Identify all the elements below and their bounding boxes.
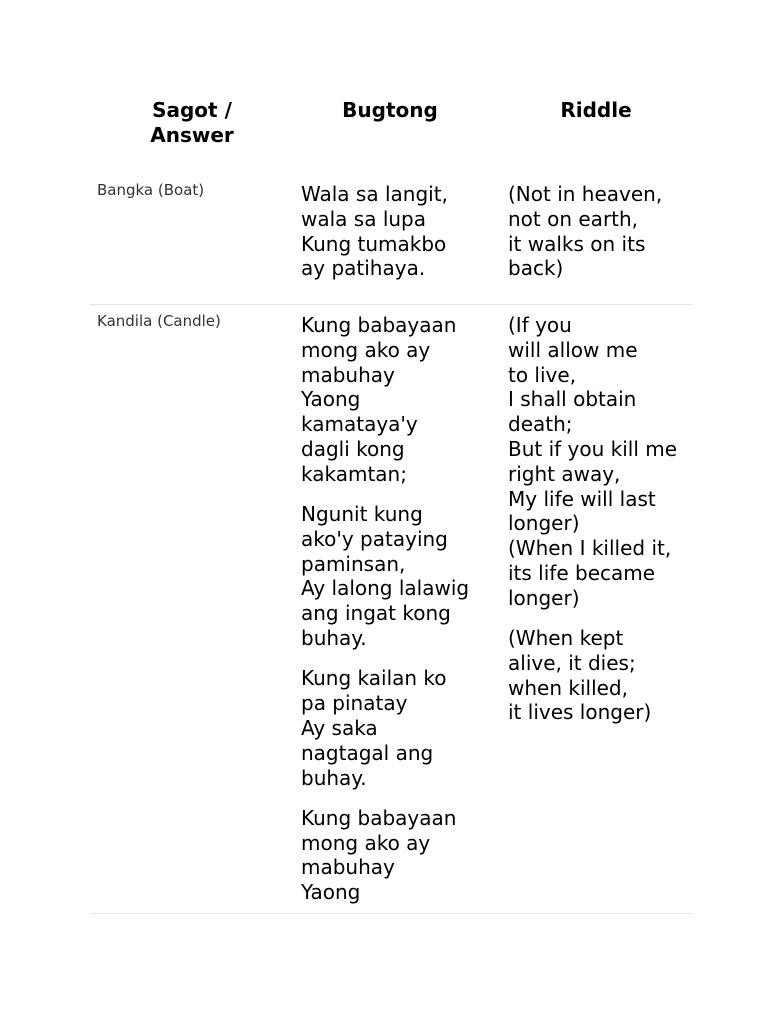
riddle-line: not on earth, [508,206,639,231]
bugtong-line: buhay. [301,626,367,651]
riddle-line: to live, [508,362,577,387]
bugtong-line: kakamtan; [301,461,407,486]
header-answer-line-1: Sagot / [152,98,232,122]
riddle-line: (Not in heaven, [508,182,663,206]
riddle-stanza [508,626,693,725]
riddle-line: will allow me [508,337,638,362]
bugtong-line: Kung tumakbo [301,231,447,256]
bugtong-stanza [301,806,487,905]
riddle-line: (If you [508,313,572,337]
table-row [90,180,693,305]
riddle-cell [508,313,693,741]
bugtong-line: ako'y pataying [301,526,448,551]
header-answer-line-2: Answer [150,123,234,147]
riddle-line: it lives longer) [508,700,652,725]
bugtong-line: nagtagal ang [301,740,434,765]
riddle-line: alive, it dies; [508,650,636,675]
bugtong-line: ay patihaya. [301,256,426,281]
riddle-line: death; [508,412,573,437]
bugtong-stanza [301,502,487,651]
bugtong-line: Wala sa langit, [301,182,448,206]
bugtong-line: mabuhay [301,855,395,880]
bugtong-cell [301,182,487,297]
bugtong-line: Yaong [301,387,361,412]
riddle-line: right away, [508,461,621,486]
bugtong-line: Kung babayaan [301,313,457,337]
riddle-line: longer) [508,585,580,610]
header-bugtong: Bugtong [342,98,438,122]
bugtong-stanza [301,313,487,487]
bugtong-line: ang ingat kong [301,601,451,626]
riddle-line: But if you kill me [508,436,678,461]
riddle-line: longer) [508,511,580,536]
bugtong-line: Ay lalong lalawig [301,576,470,601]
header-riddle: Riddle [560,98,632,122]
table-row [90,311,693,914]
bugtong-line: dagli kong [301,436,405,461]
bugtong-stanza [301,182,487,281]
bugtong-line: buhay. [301,765,367,790]
bugtong-stanza [301,666,487,790]
riddle-line: (When I killed it, [508,536,672,561]
bugtong-line: pa pinatay [301,691,408,716]
answer-cell: Bangka (Boat) [97,181,205,199]
bugtong-line: mabuhay [301,362,395,387]
bugtong-line: paminsan, [301,551,406,576]
bugtong-line: Ay saka [301,715,378,740]
bugtong-line: Kung kailan ko [301,666,447,691]
bugtong-line: wala sa lupa [301,206,426,231]
riddle-line: (When kept [508,626,624,651]
riddle-line: My life will last [508,486,656,511]
header-answer [112,98,272,148]
riddle-cell [508,182,693,297]
bugtong-line: Kung babayaan [301,805,457,830]
riddle-line: back) [508,256,564,281]
answer-cell: Kandila (Candle) [97,312,221,330]
bugtong-line: mong ako ay [301,337,431,362]
riddle-line: when killed, [508,675,628,700]
riddle-line: it walks on its [508,231,646,256]
bugtong-line: Yaong [301,880,361,905]
riddle-stanza [508,313,693,611]
riddle-line: its life became [508,560,656,585]
bugtong-line: kamataya'y [301,412,418,437]
bugtong-cell [301,313,487,921]
riddle-stanza [508,182,693,281]
bugtong-line: mong ako ay [301,830,431,855]
bugtong-line: Ngunit kung [301,502,423,527]
riddle-line: I shall obtain [508,387,637,412]
